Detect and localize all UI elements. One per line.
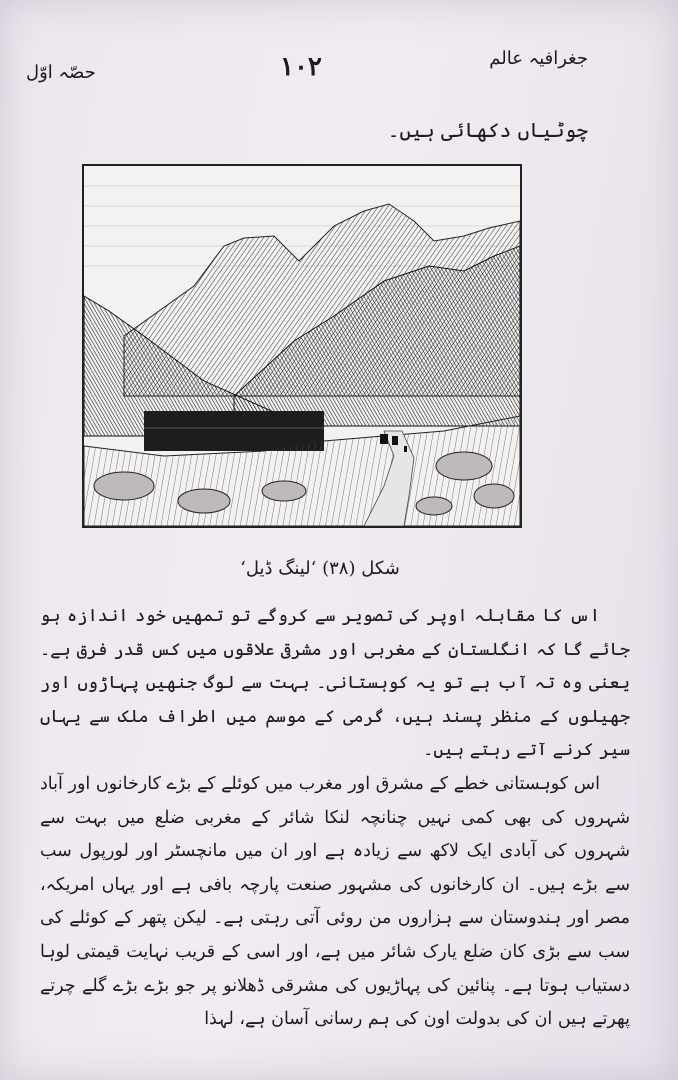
body-text	[40, 600, 630, 1037]
section-label: حصّہ اوّل	[26, 62, 96, 83]
page-number: ۱۰۲	[280, 52, 322, 82]
paragraph-2: اس کوہستانی خطے کے مشرق اور مغرب میں کوئلے کے بڑے کارخانوں اور آباد شہروں کی بھی کمی نہیں چنانچہ لنکا شائر کے مغربی ضلع میں بہت سے شہروں کی آبادی ایک لاکھ سے زیادہ ہے اور ان میں مانچسٹر اور لورپول سب سے بڑے ہیں۔ ان کارخانوں کی مشہور صنعت پارچہ بافی ہے اور یہاں امریکہ، مصر اور ہندوستان سے ہزاروں من روئی آتی رہتی ہے۔ لیکن پتھر کے کوئلے کی سب سے بڑی کان ضلع یارک شائر میں ہے، اور اسی کے قریب نہایت قیمتی لوہا دستیاب ہوتا ہے۔ پنائین کی پہاڑیوں کی مشرقی ڈھلانو پر جو بڑے بڑے گلے چرتے پھرتے ہیں ان کی بدولت اون کی ہم رسانی آسان ہے، لہذا	[40, 773, 630, 1030]
paragraph-1: اس کا مقابلہ اوپر کی تصویر سے کروگے تو تمھیں خود اندازہ ہو جائے گا کہ انگلستان کے مغربی اور مشرقی علاقوں میں کس قدر فرق ہے۔ یعنی وہ تہ آب ہے تو یہ کوہستانی۔ بہت سے لوگ جنھیں پہاڑوں اور جھیلوں کے منظر پسند ہیں، گرمی کے موسم میں اطراف ملک سے یہاں سیر کرنے آتے رہتے ہیں۔	[40, 606, 630, 761]
mountain-illustration	[82, 164, 522, 528]
intro-line: چوٹیاں دکھائی ہیں۔	[387, 118, 588, 142]
figure-caption: شکل (۳۸) ‘لینگ ڈیل‘	[240, 558, 400, 579]
running-title: جغرافیہ عالم	[489, 48, 588, 69]
